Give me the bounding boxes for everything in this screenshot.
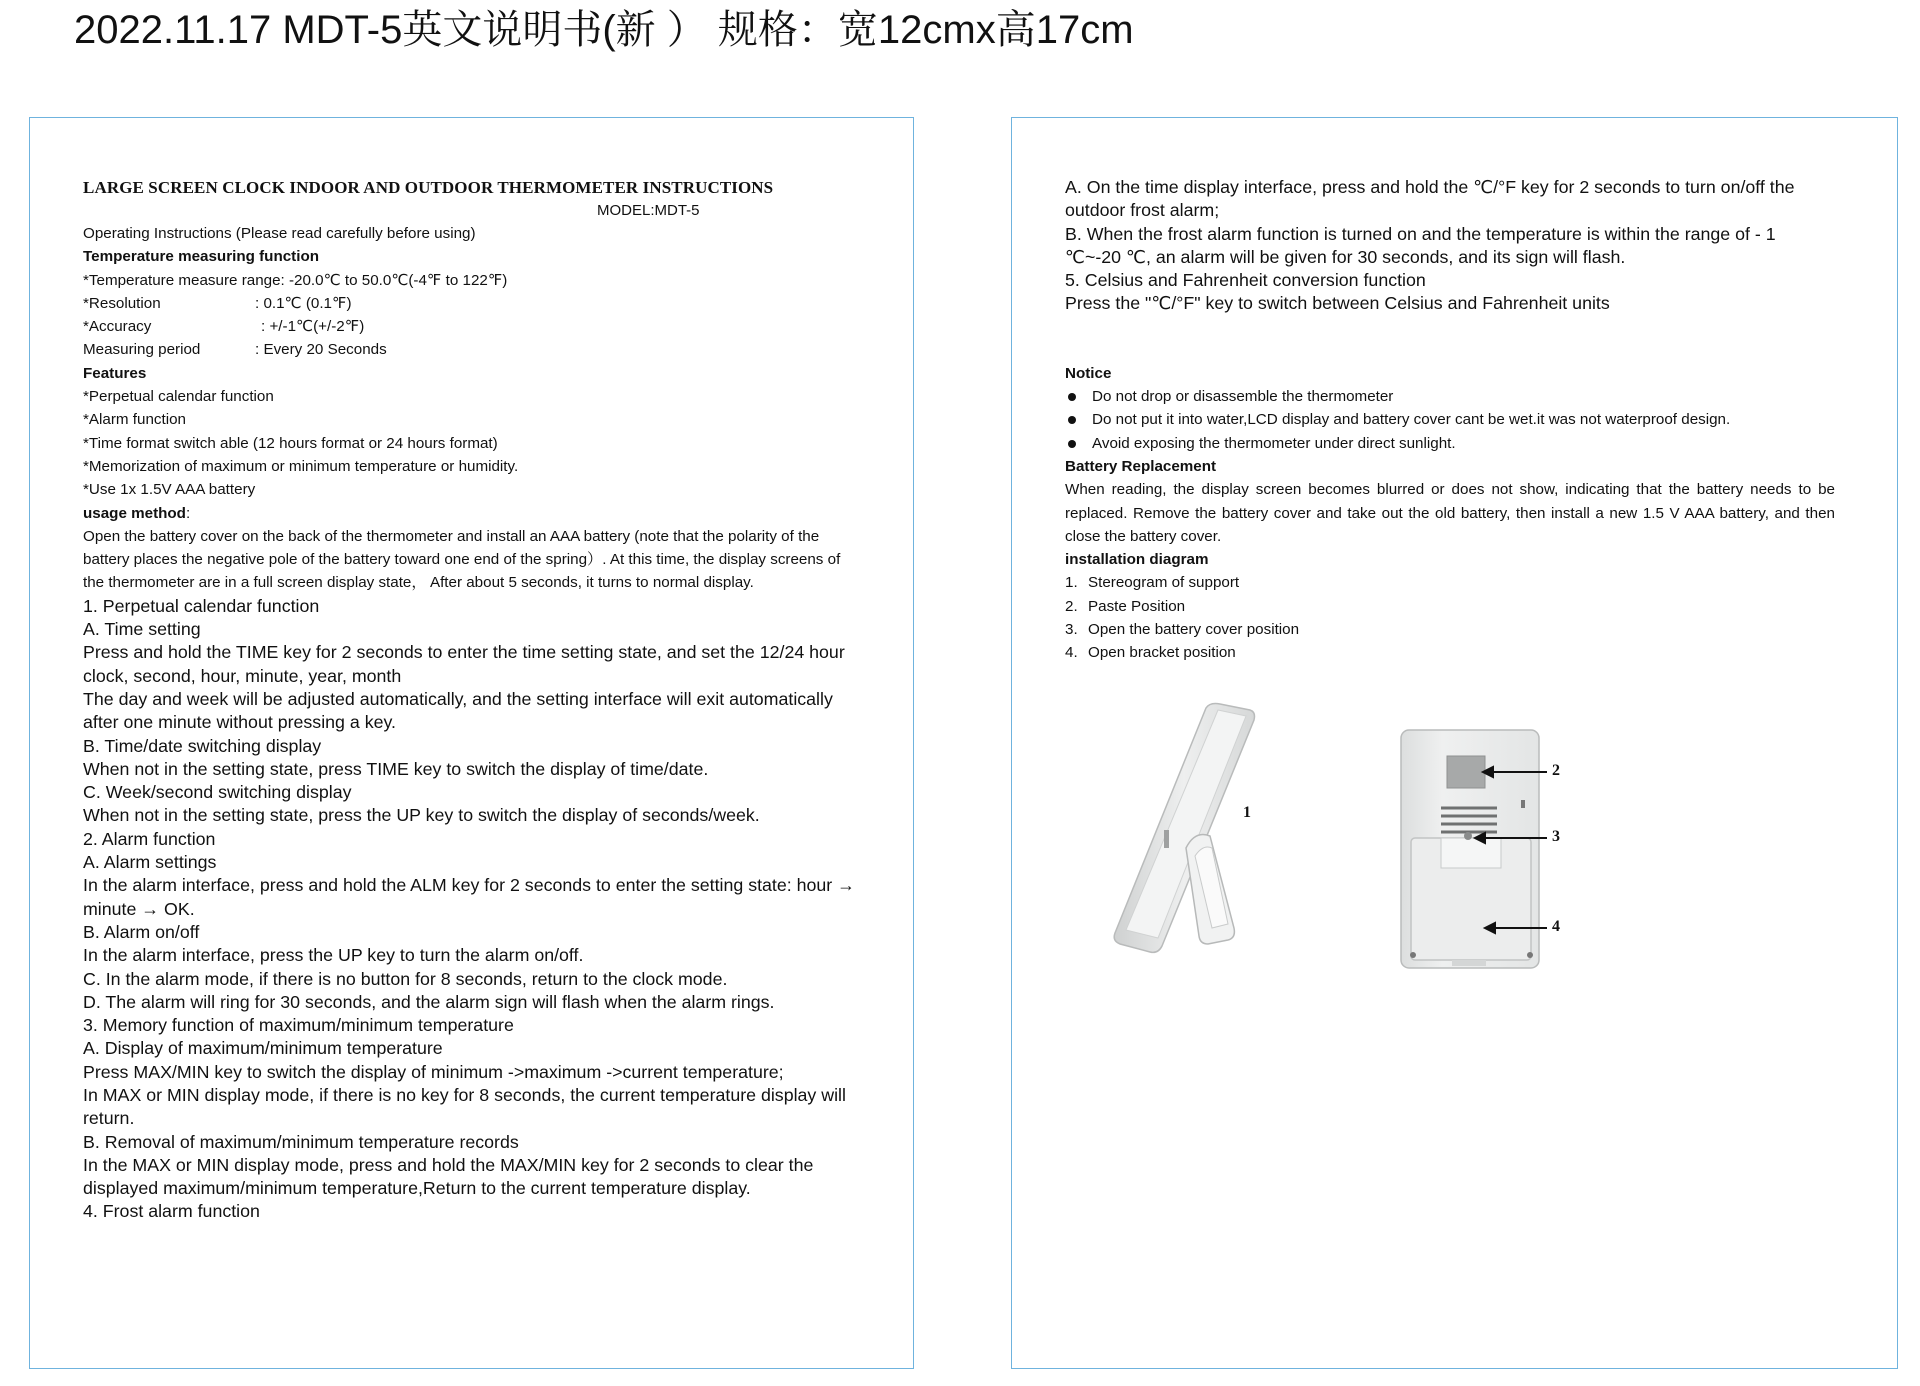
spacer [1065,316,1835,362]
notice-item: Avoid exposing the thermometer under direct sunlight. [1065,432,1835,455]
features-heading: Features [83,364,147,382]
install-item-text: Stereogram of support [1088,574,1240,592]
accuracy-row [83,315,858,338]
paragraph: The day and week will be adjusted automatically, and the setting interface will exit automatically after one minute without pressing a key. [83,688,833,733]
install-list [1065,571,1835,664]
feature-item: *Alarm function [83,411,186,429]
usage-heading: usage method [83,504,186,522]
page-right [1011,117,1898,1369]
usage-text: Open the battery cover on the back of the thermometer and install an AAA battery (note that the polarity of the battery places the negative pole of the battery toward one end of the spring）. At this time, the display screens of the thermometer are in a full screen display state， After about 5 seconds, it turns to normal display. [83,527,841,592]
subsection-heading: A. Time setting [83,619,201,640]
resolution-label: *Resolution [83,294,161,312]
callout-4: 4 [1552,918,1560,935]
subsection-heading: C. Week/second switching display [83,782,352,803]
section-heading: 4. Frost alarm function [83,1201,260,1222]
paragraph: In the MAX or MIN display mode, press and hold the MAX/MIN key for 2 seconds to clear the displayed maximum/minimum temperature,Return to the current temperature display. [83,1154,814,1199]
usage-heading-row [83,502,858,525]
install-item-text: Open bracket position [1088,644,1236,662]
period-label: Measuring period [83,341,201,359]
page-right-content [1065,176,1835,665]
paragraph: In the alarm interface, press and hold the ALM key for 2 seconds to enter the setting state: hour → minute → OK. [83,875,855,919]
temp-range: *Temperature measure range: -20.0℃ to 50.0℃(-4℉ to 122℉) [83,271,508,289]
accuracy-value: : +/-1℃(+/-2℉) [261,318,365,336]
document-title: 2022.11.17 MDT-5英文说明书(新 ） 规格：宽12cmx高17cm [74,8,1134,52]
period-value: : Every 20 Seconds [255,341,387,359]
battery-text: When reading, the display screen becomes blurred or does not show, indicating that the battery needs to be replaced. Remove the battery cover and take out the old battery, then install a new 1.5 V AAA battery, and then close the battery cover. [1065,481,1835,545]
paragraph: Press MAX/MIN key to switch the display of minimum ->maximum ->current temperature; [83,1061,784,1082]
notice-item: Do not put it into water,LCD display and battery cover cant be wet.it was not waterproof design. [1065,408,1835,431]
subsection-heading: A. Alarm settings [83,852,217,873]
install-item [1065,571,1835,594]
manual-title: LARGE SCREEN CLOCK INDOOR AND OUTDOOR THERMOMETER INSTRUCTIONS [83,178,774,197]
paragraph: In the alarm interface, press the UP key to turn the alarm on/off. [83,945,584,966]
install-item-text: Paste Position [1088,597,1186,615]
install-heading: installation diagram [1065,551,1209,569]
feature-item: *Perpetual calendar function [83,388,274,406]
install-item-number: 1. [1065,574,1078,592]
paragraph: Press the "℃/°F" key to switch between Celsius and Fahrenheit units [1065,293,1610,314]
paragraph: B. When the frost alarm function is turned on and the temperature is within the range of - 1 ℃~-20 ℃, an alarm will be given for 30 seconds, and its sign will flash. [1065,223,1776,267]
section-heading: 2. Alarm function [83,828,216,849]
paragraph: In MAX or MIN display mode, if there is no key for 8 seconds, the current temperature display will return. [83,1084,846,1129]
subsection-heading: B. Removal of maximum/minimum temperature records [83,1131,519,1152]
install-item-number: 2. [1065,597,1078,615]
resolution-row [83,292,858,315]
paragraph: When not in the setting state, press TIME key to switch the display of time/date. [83,758,709,779]
callout-3: 3 [1552,828,1560,845]
temp-heading: Temperature measuring function [83,248,320,266]
usage-colon: : [185,504,191,522]
notice-item: Do not drop or disassemble the thermometer [1065,385,1835,408]
subsection-heading: A. Display of maximum/minimum temperature [83,1038,443,1059]
page-left-content [83,176,858,1224]
period-row [83,338,858,361]
feature-item: *Use 1x 1.5V AAA battery [83,481,256,499]
install-item [1065,641,1835,664]
paragraph: D. The alarm will ring for 30 seconds, and the alarm sign will flash when the alarm rings. [83,991,775,1012]
install-item [1065,595,1835,618]
operating-instructions: Operating Instructions (Please read carefully before using) [83,225,476,242]
resolution-value: : 0.1℃ (0.1℉) [255,294,352,312]
install-item-number: 4. [1065,644,1078,662]
subsection-heading: B. Alarm on/off [83,921,200,942]
subsection-heading: B. Time/date switching display [83,735,322,756]
notice-list [1065,385,1835,455]
section-heading: 1. Perpetual calendar function [83,595,320,616]
section-heading: 3. Memory function of maximum/minimum temperature [83,1015,514,1036]
device-side-view-illustration [1100,698,1270,958]
install-item-text: Open the battery cover position [1088,621,1300,639]
model-number: MODEL:MDT-5 [597,202,700,219]
callout-1: 1 [1243,804,1251,821]
paragraph: A. On the time display interface, press and hold the ℃/°F key for 2 seconds to turn on/off the outdoor frost alarm; [1065,177,1795,221]
section-heading: 5. Celsius and Fahrenheit conversion function [1065,270,1426,291]
battery-heading: Battery Replacement [1065,457,1217,475]
paragraph: C. In the alarm mode, if there is no button for 8 seconds, return to the clock mode. [83,968,728,989]
install-item [1065,618,1835,641]
page-left [29,117,914,1369]
paragraph: Press and hold the TIME key for 2 seconds to enter the time setting state, and set the 12/24 hour clock, second, hour, minute, year, month [83,642,845,686]
feature-item: *Time format switch able (12 hours format or 24 hours format) [83,434,498,452]
install-item-number: 3. [1065,621,1078,639]
accuracy-label: *Accuracy [83,318,152,336]
notice-heading: Notice [1065,364,1112,382]
feature-item: *Memorization of maximum or minimum temperature or humidity. [83,457,519,475]
callout-2: 2 [1552,762,1560,779]
paragraph: When not in the setting state, press the UP key to switch the display of seconds/week. [83,805,760,826]
